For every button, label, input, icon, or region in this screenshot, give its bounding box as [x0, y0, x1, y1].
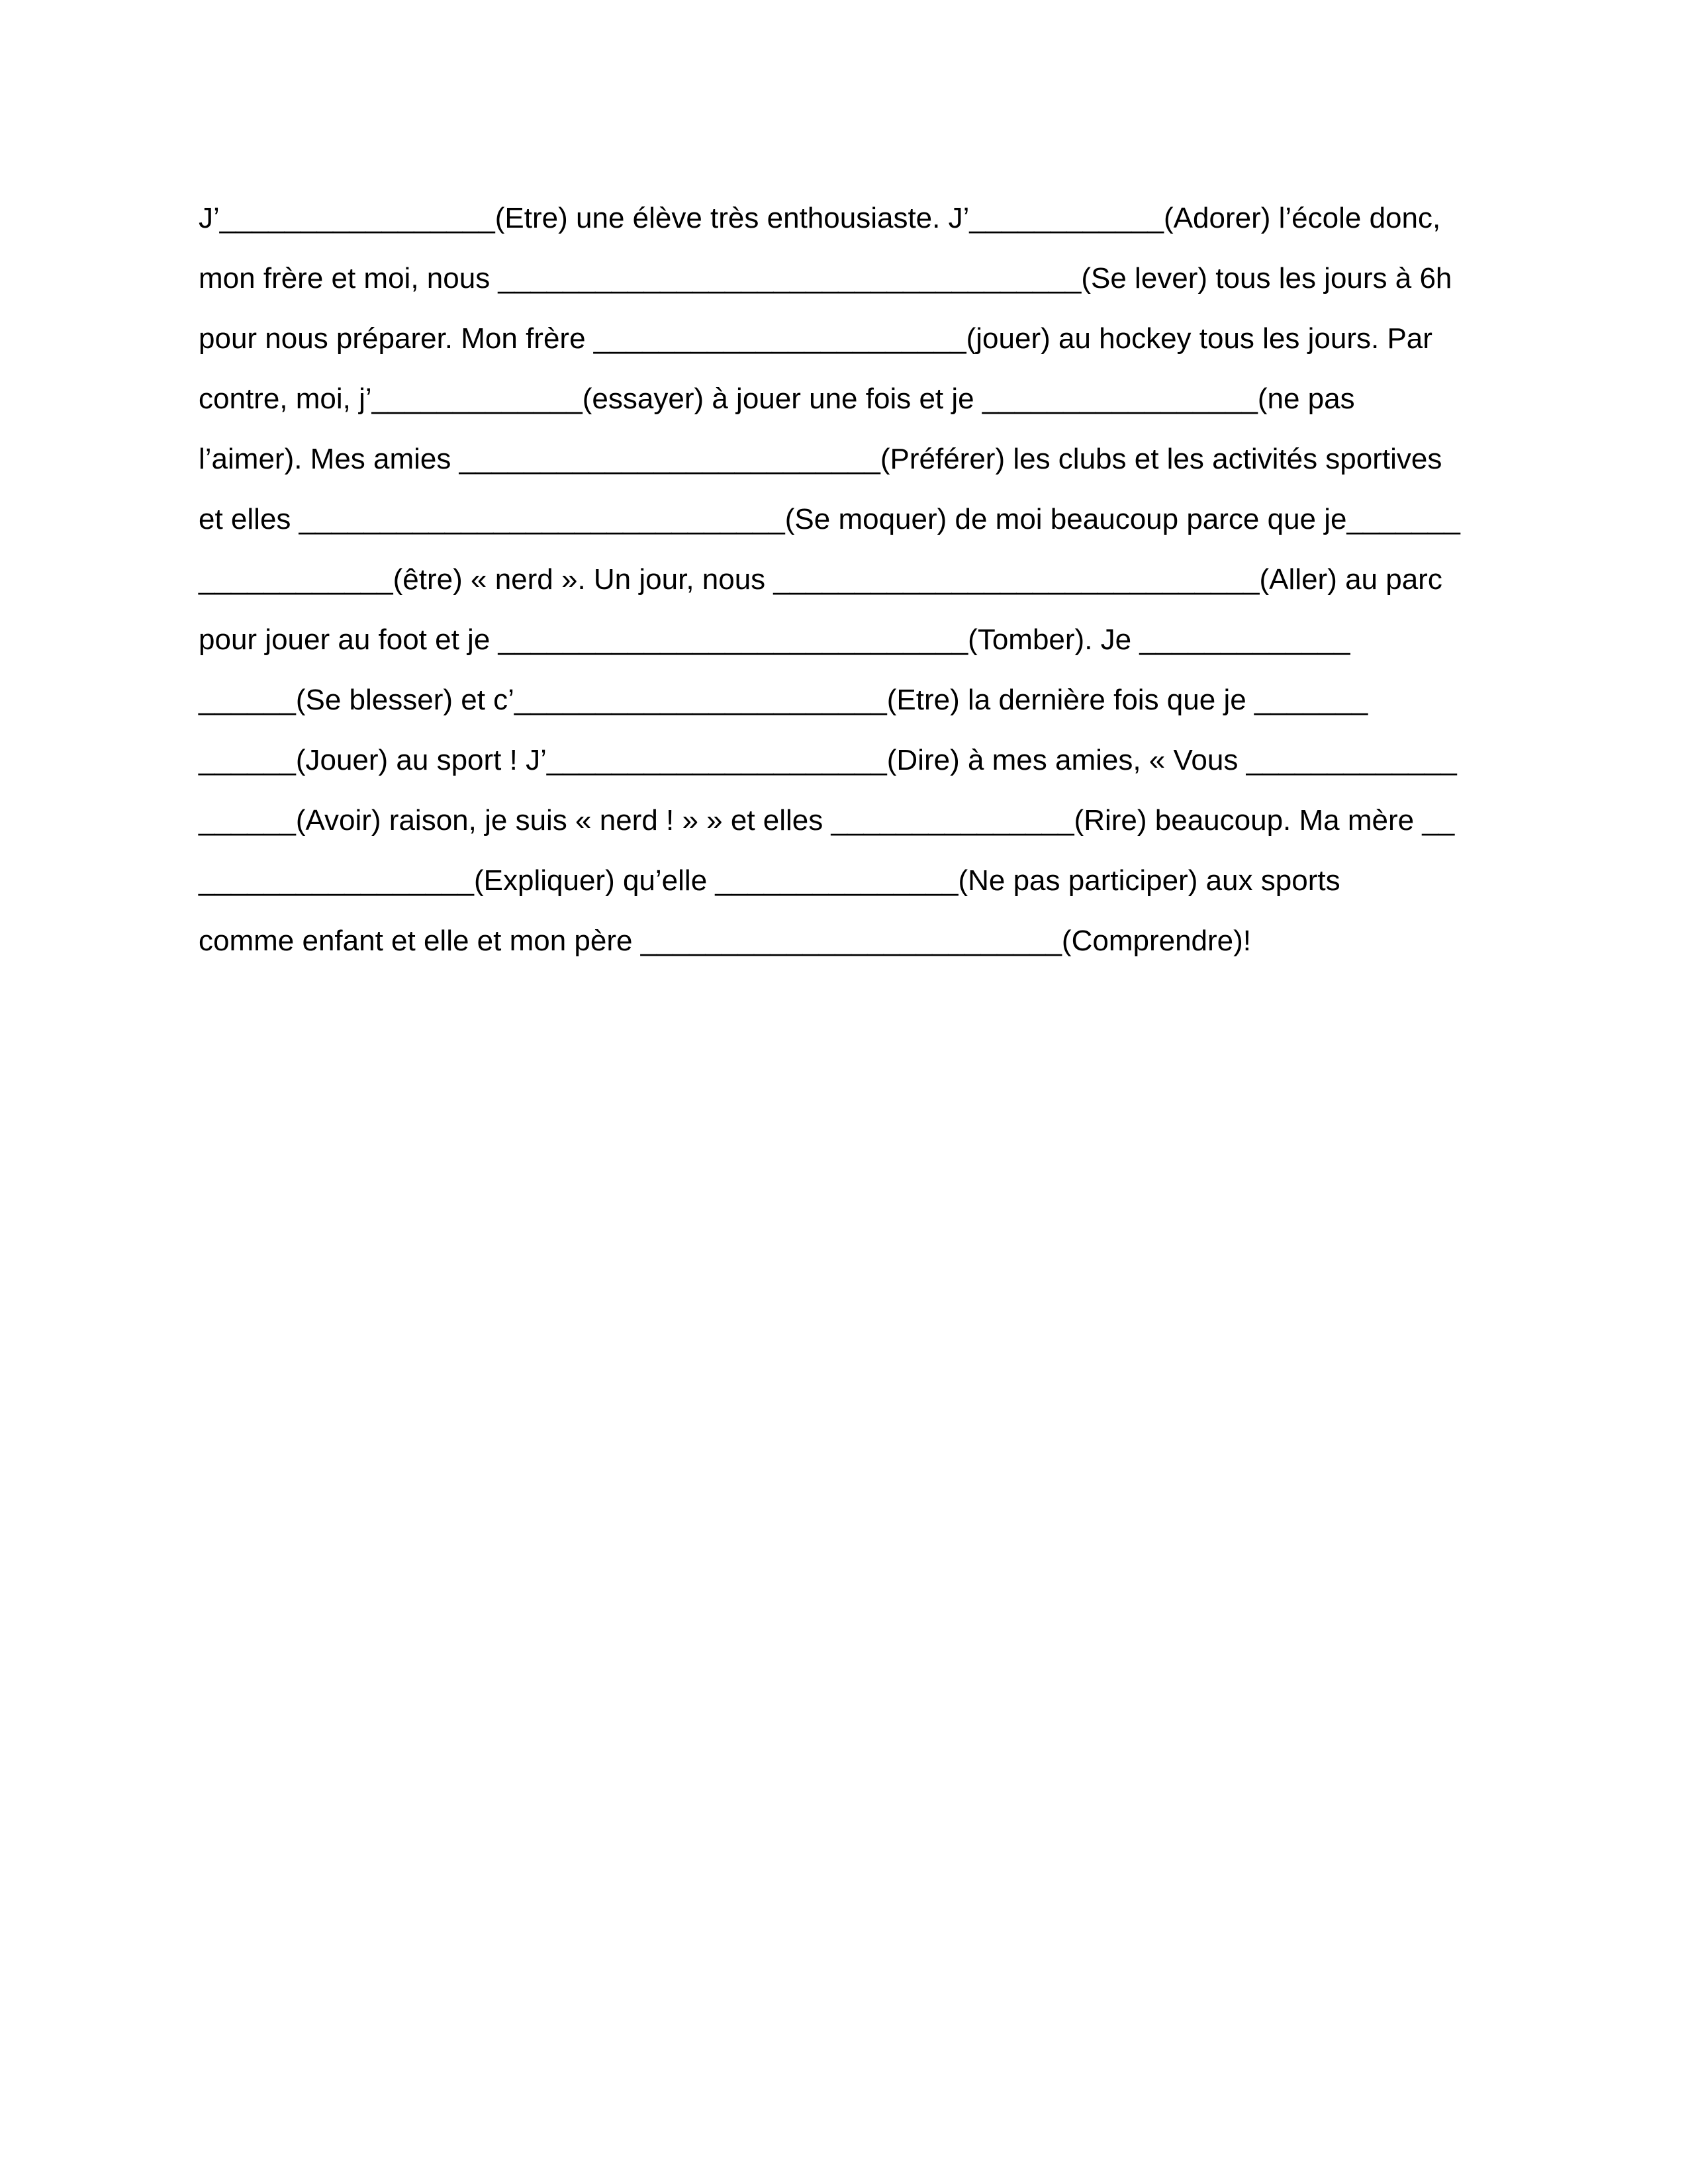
passage-line: et elles ______________________________(Se moquer) de moi beaucoup parce que je_______: [199, 503, 1460, 535]
passage-line: l’aimer). Mes amies __________________________(Préférer) les clubs et les activités sportives: [199, 443, 1442, 475]
passage-line: ______(Avoir) raison, je suis « nerd ! » » et elles _______________(Rire) beaucoup. Ma mère __: [199, 804, 1455, 837]
passage-line: comme enfant et elle et mon père __________________________(Comprendre)!: [199, 925, 1252, 957]
passage-line: _________________(Expliquer) qu’elle _______________(Ne pas participer) aux sports: [199, 864, 1340, 897]
passage-line: ______(Jouer) au sport ! J’_____________________(Dire) à mes amies, « Vous _____________: [199, 744, 1457, 776]
passage-line: J’_________________(Etre) une élève très enthousiaste. J’____________(Adorer) l’école donc,: [199, 202, 1441, 234]
passage-line: mon frère et moi, nous ____________________________________(Se lever) tous les jours à 6h: [199, 262, 1452, 295]
passage-line: ______(Se blesser) et c’_______________________(Etre) la dernière fois que je _______: [199, 684, 1368, 716]
passage-line: pour nous préparer. Mon frère _______________________(jouer) au hockey tous les jours. Par: [199, 322, 1432, 355]
passage-line: pour jouer au foot et je _____________________________(Tomber). Je _____________: [199, 623, 1350, 656]
passage-line: contre, moi, j’_____________(essayer) à jouer une fois et je _________________(ne pas: [199, 383, 1355, 415]
passage-line: ____________(être) « nerd ». Un jour, nous ______________________________(Aller) au parc: [199, 563, 1442, 596]
